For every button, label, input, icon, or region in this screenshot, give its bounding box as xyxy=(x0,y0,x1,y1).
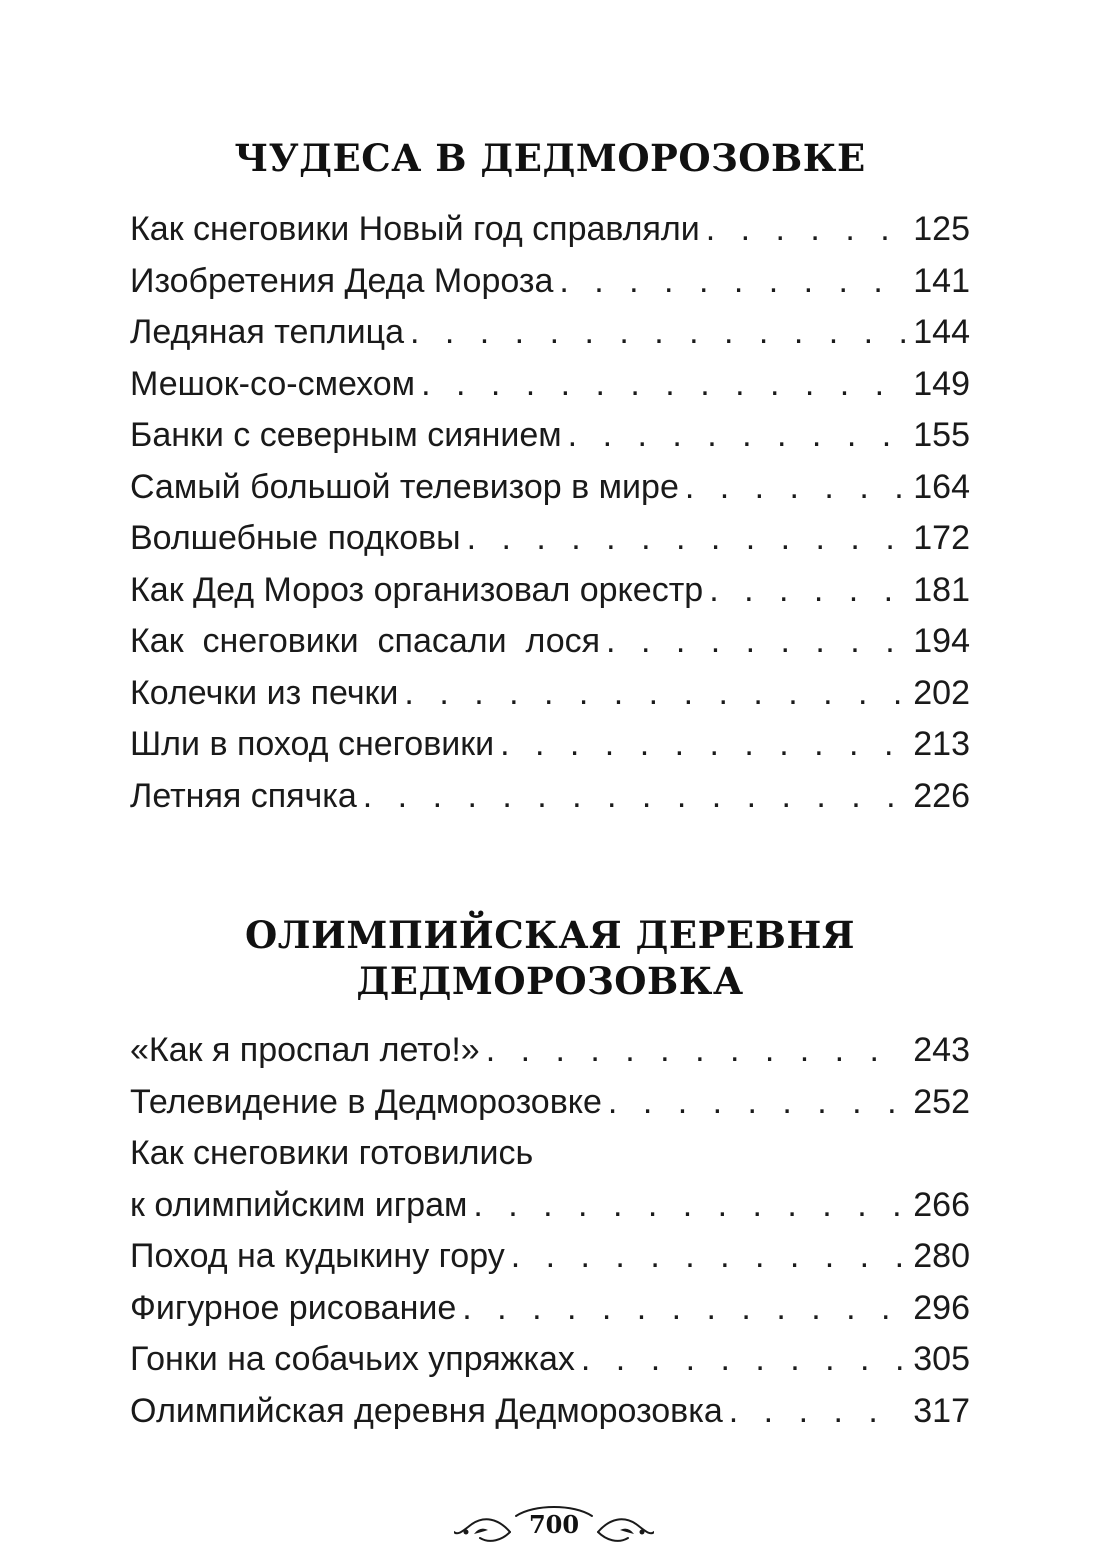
section-title xyxy=(130,135,970,181)
entry-title: Поход на кудыкину гору xyxy=(130,1237,505,1275)
toc-entry[interactable] xyxy=(130,204,970,256)
dot-leader xyxy=(462,1283,905,1335)
entry-page-number: 280 xyxy=(913,1237,970,1275)
toc-entry[interactable] xyxy=(130,1128,970,1231)
entry-title: Гонки на собачьих упряжках xyxy=(130,1340,575,1378)
dot-leader xyxy=(608,1077,905,1129)
entry-page-number: 266 xyxy=(913,1185,970,1224)
dot-leader xyxy=(486,1025,906,1077)
toc-entry[interactable] xyxy=(130,1386,970,1438)
section-title-line: ОЛИМПИЙСКАЯ ДЕРЕВНЯ xyxy=(245,913,855,957)
section-title-line: ДЕДМОРОЗОВКА xyxy=(356,959,744,1003)
toc-entry[interactable] xyxy=(130,668,970,720)
entry-title: Фигурное рисование xyxy=(130,1288,457,1327)
entry-title: Летняя спячка xyxy=(130,776,357,815)
toc-entry[interactable] xyxy=(130,1077,970,1129)
entry-title: Телевидение в Дедморозовке xyxy=(130,1082,602,1121)
toc-entry[interactable] xyxy=(130,771,970,823)
toc-entry[interactable] xyxy=(130,462,970,514)
entry-page-number: 144 xyxy=(913,313,970,351)
entry-page-number: 317 xyxy=(913,1391,970,1430)
entry-page-number: 305 xyxy=(913,1340,970,1378)
page-folio xyxy=(454,1502,654,1554)
dot-leader xyxy=(729,1386,905,1438)
dot-leader xyxy=(559,256,905,308)
toc-entry[interactable] xyxy=(130,1283,970,1335)
entry-title: Банки с северным сиянием xyxy=(130,416,562,454)
dot-leader xyxy=(421,359,905,411)
section-title xyxy=(130,912,970,1004)
entry-page-number: 141 xyxy=(913,261,970,300)
entry-title: Волшебные подковы xyxy=(130,519,461,557)
dot-leader xyxy=(511,1231,906,1283)
page-number: 700 xyxy=(528,1510,580,1539)
entry-title: к олимпийским играм xyxy=(130,1185,468,1224)
entry-title-line: Как снеговики готовились xyxy=(130,1134,534,1172)
toc-entry[interactable] xyxy=(130,1334,970,1386)
dot-leader xyxy=(410,307,905,359)
entry-page-number: 125 xyxy=(913,210,970,248)
entry-title: Самый большой телевизор в мире xyxy=(130,467,679,506)
toc-entry[interactable] xyxy=(130,616,970,668)
entry-title: Как снеговики спасали лося xyxy=(130,622,601,660)
toc-entry[interactable] xyxy=(130,1231,970,1283)
toc-entry[interactable] xyxy=(130,307,970,359)
entry-title: Как Дед Мороз организовал оркестр xyxy=(130,570,704,609)
entry-page-number: 213 xyxy=(913,725,970,763)
dot-leader xyxy=(581,1334,905,1386)
entry-title: «Как я проспал лето!» xyxy=(130,1031,480,1069)
toc-entry[interactable] xyxy=(130,719,970,771)
entry-page-number: 164 xyxy=(913,467,970,506)
toc-entry[interactable] xyxy=(130,1025,970,1077)
entry-title: Как снеговики Новый год справляли xyxy=(130,210,700,248)
entry-page-number: 149 xyxy=(913,364,970,403)
toc-entry[interactable] xyxy=(130,565,970,617)
dot-leader xyxy=(568,410,906,462)
toc-list xyxy=(130,204,970,822)
dot-leader xyxy=(363,771,905,823)
toc-entry[interactable] xyxy=(130,359,970,411)
toc-entry[interactable] xyxy=(130,410,970,462)
entry-title: Ледяная теплица xyxy=(130,313,404,351)
entry-page-number: 243 xyxy=(913,1031,970,1069)
entry-page-number: 202 xyxy=(913,673,970,712)
entry-page-number: 194 xyxy=(913,622,970,660)
entry-page-number: 155 xyxy=(913,416,970,454)
entry-page-number: 296 xyxy=(913,1288,970,1327)
dot-leader xyxy=(467,513,906,565)
dot-leader xyxy=(404,668,905,720)
entry-title: Шли в поход снеговики xyxy=(130,725,495,763)
entry-page-number: 172 xyxy=(913,519,970,557)
dot-leader xyxy=(500,719,905,771)
toc-entry[interactable] xyxy=(130,513,970,565)
dot-leader xyxy=(606,616,905,668)
entry-page-number: 181 xyxy=(913,570,970,609)
entry-title: Мешок-со-смехом xyxy=(130,364,416,403)
entry-title: Изобретения Деда Мороза xyxy=(130,261,554,300)
toc-list xyxy=(130,1025,970,1437)
entry-title: Колечки из печки xyxy=(130,673,399,712)
dot-leader xyxy=(473,1180,905,1232)
entry-title: Олимпийская деревня Дедморозовка xyxy=(130,1391,723,1430)
dot-leader xyxy=(709,565,905,617)
entry-page-number: 226 xyxy=(913,776,970,815)
dot-leader xyxy=(706,204,906,256)
dot-leader xyxy=(685,462,905,514)
section-title-line: ЧУДЕСА В ДЕДМОРОЗОВКЕ xyxy=(234,136,866,180)
toc-entry[interactable] xyxy=(130,256,970,308)
toc-page xyxy=(130,0,970,1565)
entry-page-number: 252 xyxy=(913,1082,970,1121)
